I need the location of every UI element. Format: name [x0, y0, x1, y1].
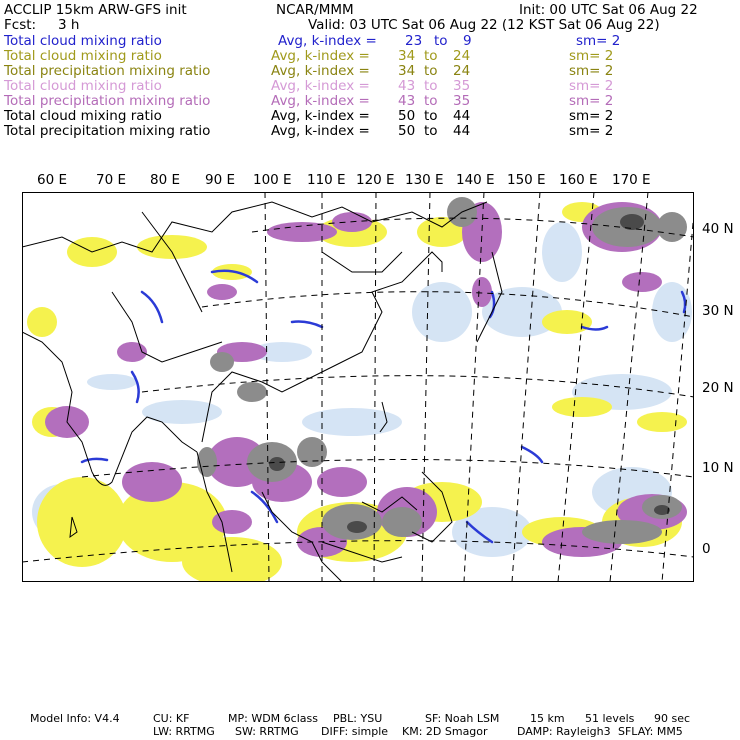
- field-name: Total cloud mixing ratio: [4, 78, 162, 94]
- field-sm: sm= 2: [569, 123, 614, 139]
- field-k-from: 34: [398, 63, 416, 79]
- model-info-item: 51 levels: [585, 712, 635, 725]
- lon-label: 110 E: [307, 172, 346, 188]
- model-info-item: CU: KF: [153, 712, 190, 725]
- init-time: Init: 00 UTC Sat 06 Aug 22: [519, 2, 698, 18]
- model-info-item: LW: RRTMG: [153, 725, 215, 738]
- field-name: Total cloud mixing ratio: [4, 48, 162, 64]
- model-title: ACCLIP 15km ARW-GFS init: [4, 2, 187, 18]
- lon-label: 160 E: [559, 172, 598, 188]
- field-to: to: [424, 93, 438, 109]
- field-k-from: 43: [398, 93, 416, 109]
- field-k-from: 50: [398, 108, 416, 124]
- lon-label: 90 E: [205, 172, 235, 188]
- field-avg-label: Avg, k-index =: [271, 78, 370, 94]
- field-avg-label: Avg, k-index =: [271, 108, 370, 124]
- lon-label: 60 E: [37, 172, 67, 188]
- field-k-to: 44: [453, 123, 471, 139]
- model-info-item: 15 km: [530, 712, 565, 725]
- lat-label: 30 N: [702, 303, 734, 319]
- model-info-item: 90 sec: [654, 712, 691, 725]
- field-k-to: 44: [453, 108, 471, 124]
- field-sm: sm= 2: [569, 48, 614, 64]
- model-info-item: SF: Noah LSM: [425, 712, 500, 725]
- lon-label: 120 E: [356, 172, 395, 188]
- model-info-item: PBL: YSU: [333, 712, 383, 725]
- field-name: Total precipitation mixing ratio: [4, 63, 211, 79]
- lat-label: 40 N: [702, 221, 734, 237]
- lat-label: 10 N: [702, 460, 734, 476]
- valid-time: Valid: 03 UTC Sat 06 Aug 22 (12 KST Sat 06 Aug 22): [308, 17, 660, 33]
- field-sm: sm= 2: [569, 78, 614, 94]
- field-k-from: 23: [405, 33, 423, 49]
- lon-label: 130 E: [405, 172, 444, 188]
- lon-label: 150 E: [507, 172, 546, 188]
- model-info-item: SW: RRTMG: [235, 725, 299, 738]
- fcst-value: 3 h: [58, 17, 80, 33]
- field-k-to: 24: [453, 48, 471, 64]
- field-avg-label: Avg, k-index =: [271, 123, 370, 139]
- lon-label: 100 E: [253, 172, 292, 188]
- lon-label: 170 E: [612, 172, 651, 188]
- field-to: to: [434, 33, 448, 49]
- model-info-item: DAMP: Rayleigh3: [517, 725, 611, 738]
- field-avg-label: Avg, k-index =: [271, 63, 370, 79]
- field-avg-label: Avg, k-index =: [271, 93, 370, 109]
- field-name: Total precipitation mixing ratio: [4, 93, 211, 109]
- field-avg-label: Avg, k-index =: [278, 33, 377, 49]
- lon-label: 140 E: [456, 172, 495, 188]
- model-info-item: KM: 2D Smagor: [402, 725, 488, 738]
- model-info-item: SFLAY: MM5: [618, 725, 683, 738]
- field-sm: sm= 2: [569, 63, 614, 79]
- lon-label: 80 E: [150, 172, 180, 188]
- field-k-to: 9: [463, 33, 472, 49]
- lat-label: 20 N: [702, 380, 734, 396]
- field-k-to: 35: [453, 78, 471, 94]
- model-info-item: MP: WDM 6class: [228, 712, 318, 725]
- model-info-item: DIFF: simple: [321, 725, 389, 738]
- field-k-to: 35: [453, 93, 471, 109]
- field-sm: sm= 2: [569, 93, 614, 109]
- field-name: Total precipitation mixing ratio: [4, 123, 211, 139]
- field-to: to: [424, 63, 438, 79]
- field-to: to: [424, 108, 438, 124]
- field-name: Total cloud mixing ratio: [4, 108, 162, 124]
- lon-label: 70 E: [96, 172, 126, 188]
- field-to: to: [424, 48, 438, 64]
- map-panel: [22, 192, 694, 582]
- field-to: to: [424, 78, 438, 94]
- field-to: to: [424, 123, 438, 139]
- field-sm: sm= 2: [569, 108, 614, 124]
- field-k-to: 24: [453, 63, 471, 79]
- field-sm: sm= 2: [576, 33, 621, 49]
- model-info-item: Model Info: V4.4: [30, 712, 120, 725]
- field-k-from: 43: [398, 78, 416, 94]
- fcst-label: Fcst:: [4, 17, 37, 33]
- lat-label: 0: [702, 541, 711, 557]
- field-k-from: 34: [398, 48, 416, 64]
- field-name: Total cloud mixing ratio: [4, 33, 162, 49]
- org-label: NCAR/MMM: [276, 2, 354, 18]
- field-k-from: 50: [398, 123, 416, 139]
- field-avg-label: Avg, k-index =: [271, 48, 370, 64]
